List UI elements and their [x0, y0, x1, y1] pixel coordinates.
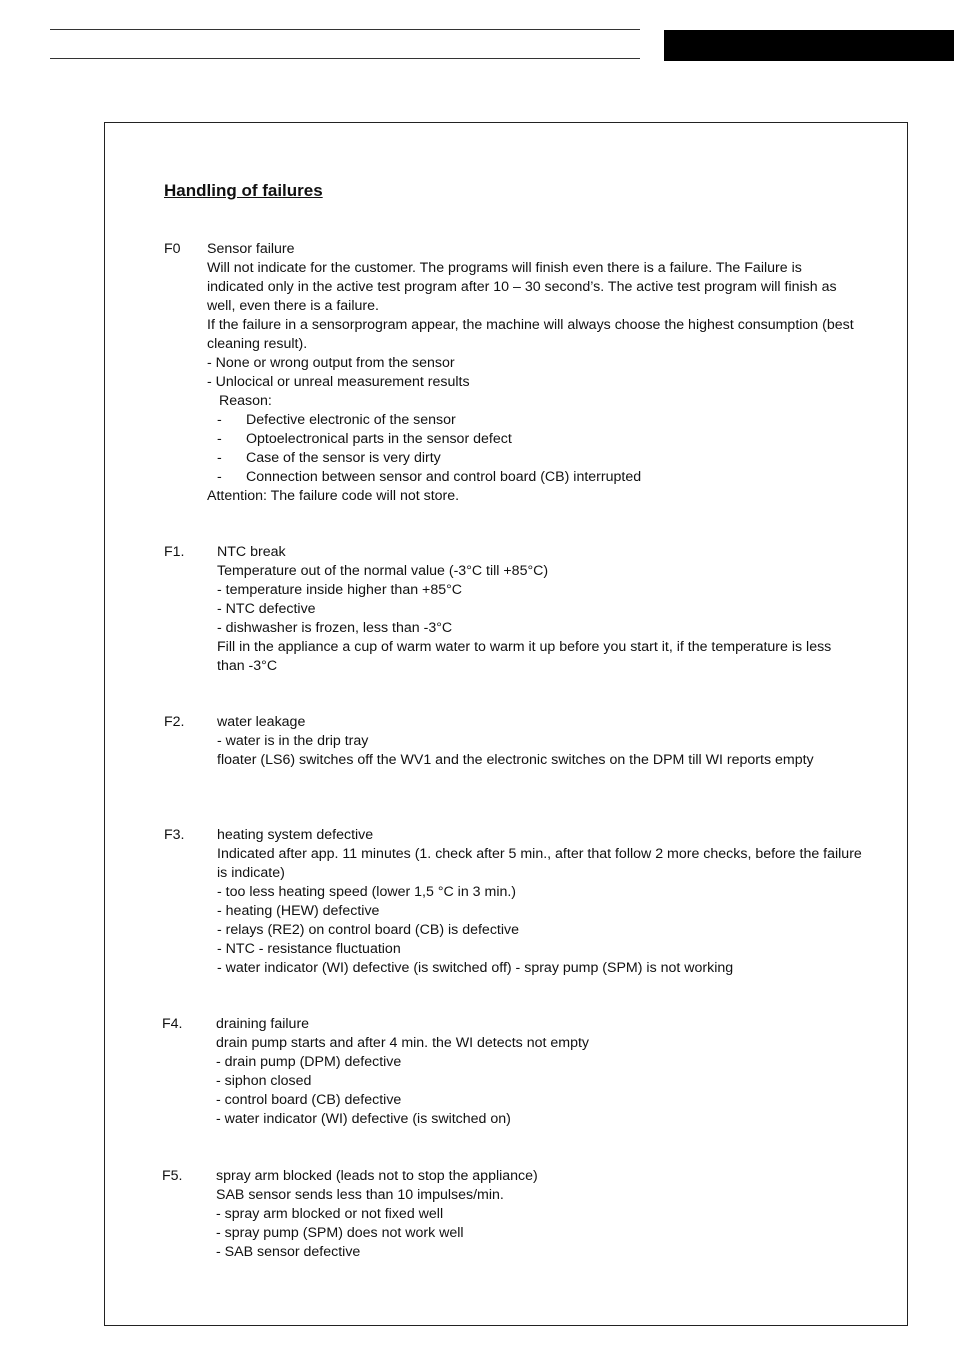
failure-f0-reason: - Case of the sensor is very dirty	[217, 450, 441, 466]
failure-f0-block	[207, 240, 857, 506]
header-rule-bottom	[50, 58, 640, 59]
failure-f5-line: - spray arm blocked or not fixed well	[216, 1206, 444, 1222]
failure-f4-line: - siphon closed	[216, 1073, 312, 1089]
failure-f4-line: drain pump starts and after 4 min. the WI detects not empty	[216, 1035, 589, 1051]
failure-f1-note: Fill in the appliance a cup of warm water to warm it up before you start it, if the temperature is less than -3°C	[217, 639, 832, 674]
failure-code-f0: F0	[164, 241, 181, 257]
failure-f4-line: - control board (CB) defective	[216, 1092, 402, 1108]
failure-f3-title: heating system defective	[217, 827, 374, 843]
failure-f3-note: Indicated after app. 11 minutes (1. check after 5 min., after that follow 2 more checks, before the failure is indicate)	[217, 846, 862, 881]
failure-f0-para1: Will not indicate for the customer. The programs will finish even there is a failure. The Failure is indicated only in the active test program after 10 – 30 second’s. The active test program will finish as well, even there is a failure.	[207, 260, 837, 314]
failure-f3-line: - water indicator (WI) defective (is switched off) - spray pump (SPM) is not working	[217, 960, 734, 976]
failure-f1-line: - NTC defective	[217, 601, 316, 617]
failure-code-f4: F4.	[162, 1016, 183, 1032]
failure-f3-line: - heating (HEW) defective	[217, 903, 380, 919]
failure-f0-attention: Attention: The failure code will not store.	[207, 488, 460, 504]
failure-f4-line: - drain pump (DPM) defective	[216, 1054, 402, 1070]
failure-f0-item: - None or wrong output from the sensor	[207, 355, 455, 371]
failure-f0-reason: - Optoelectronical parts in the sensor defect	[217, 431, 512, 447]
header-black-bar	[664, 30, 954, 61]
failure-f0-reason: - Defective electronic of the sensor	[217, 412, 456, 428]
failure-f3-block	[217, 826, 862, 978]
failure-f1-line: Temperature out of the normal value (-3°C till +85°C)	[217, 563, 549, 579]
failure-code-f5: F5.	[162, 1168, 183, 1184]
failure-f2-note: floater (LS6) switches off the WV1 and the electronic switches on the DPM till WI reports empty	[217, 752, 814, 768]
failure-f1-line: - dishwasher is frozen, less than -3°C	[217, 620, 453, 636]
failure-f1-block	[217, 543, 857, 676]
failure-f5-block	[216, 1167, 856, 1262]
failure-code-f2: F2.	[164, 714, 185, 730]
failure-code-f3: F3.	[164, 827, 185, 843]
failure-f5-line: - SAB sensor defective	[216, 1244, 361, 1260]
failure-f2-line: - water is in the drip tray	[217, 733, 369, 749]
failure-f0-reason-label: Reason:	[219, 393, 272, 409]
failure-f5-line: SAB sensor sends less than 10 impulses/min.	[216, 1187, 504, 1203]
failure-f0-para2: If the failure in a sensorprogram appear, the machine will always choose the highest consumption (best cleaning result).	[207, 317, 854, 352]
failure-f0-title: Sensor failure	[207, 241, 295, 257]
failure-f3-line: - NTC - resistance fluctuation	[217, 941, 401, 957]
header-rule-top	[50, 29, 640, 30]
failure-f3-line: - too less heating speed (lower 1,5 °C in 3 min.)	[217, 884, 517, 900]
failure-code-f1: F1.	[164, 544, 185, 560]
page-title: Handling of failures	[164, 181, 323, 200]
failure-f0-item: - Unlocical or unreal measurement results	[207, 374, 470, 390]
failure-f4-line: - water indicator (WI) defective (is switched on)	[216, 1111, 511, 1127]
failure-f5-line: - spray pump (SPM) does not work well	[216, 1225, 464, 1241]
failure-f3-line: - relays (RE2) on control board (CB) is defective	[217, 922, 519, 938]
failure-f1-line: - temperature inside higher than +85°C	[217, 582, 463, 598]
failure-f5-title: spray arm blocked (leads not to stop the appliance)	[216, 1168, 538, 1184]
failure-f0-reason: - Connection between sensor and control board (CB) interrupted	[217, 469, 642, 485]
failure-f1-title: NTC break	[217, 544, 286, 560]
failure-f4-block	[216, 1015, 856, 1129]
failure-f4-title: draining failure	[216, 1016, 310, 1032]
failure-f2-block	[217, 713, 842, 770]
failure-f2-title: water leakage	[217, 714, 306, 730]
